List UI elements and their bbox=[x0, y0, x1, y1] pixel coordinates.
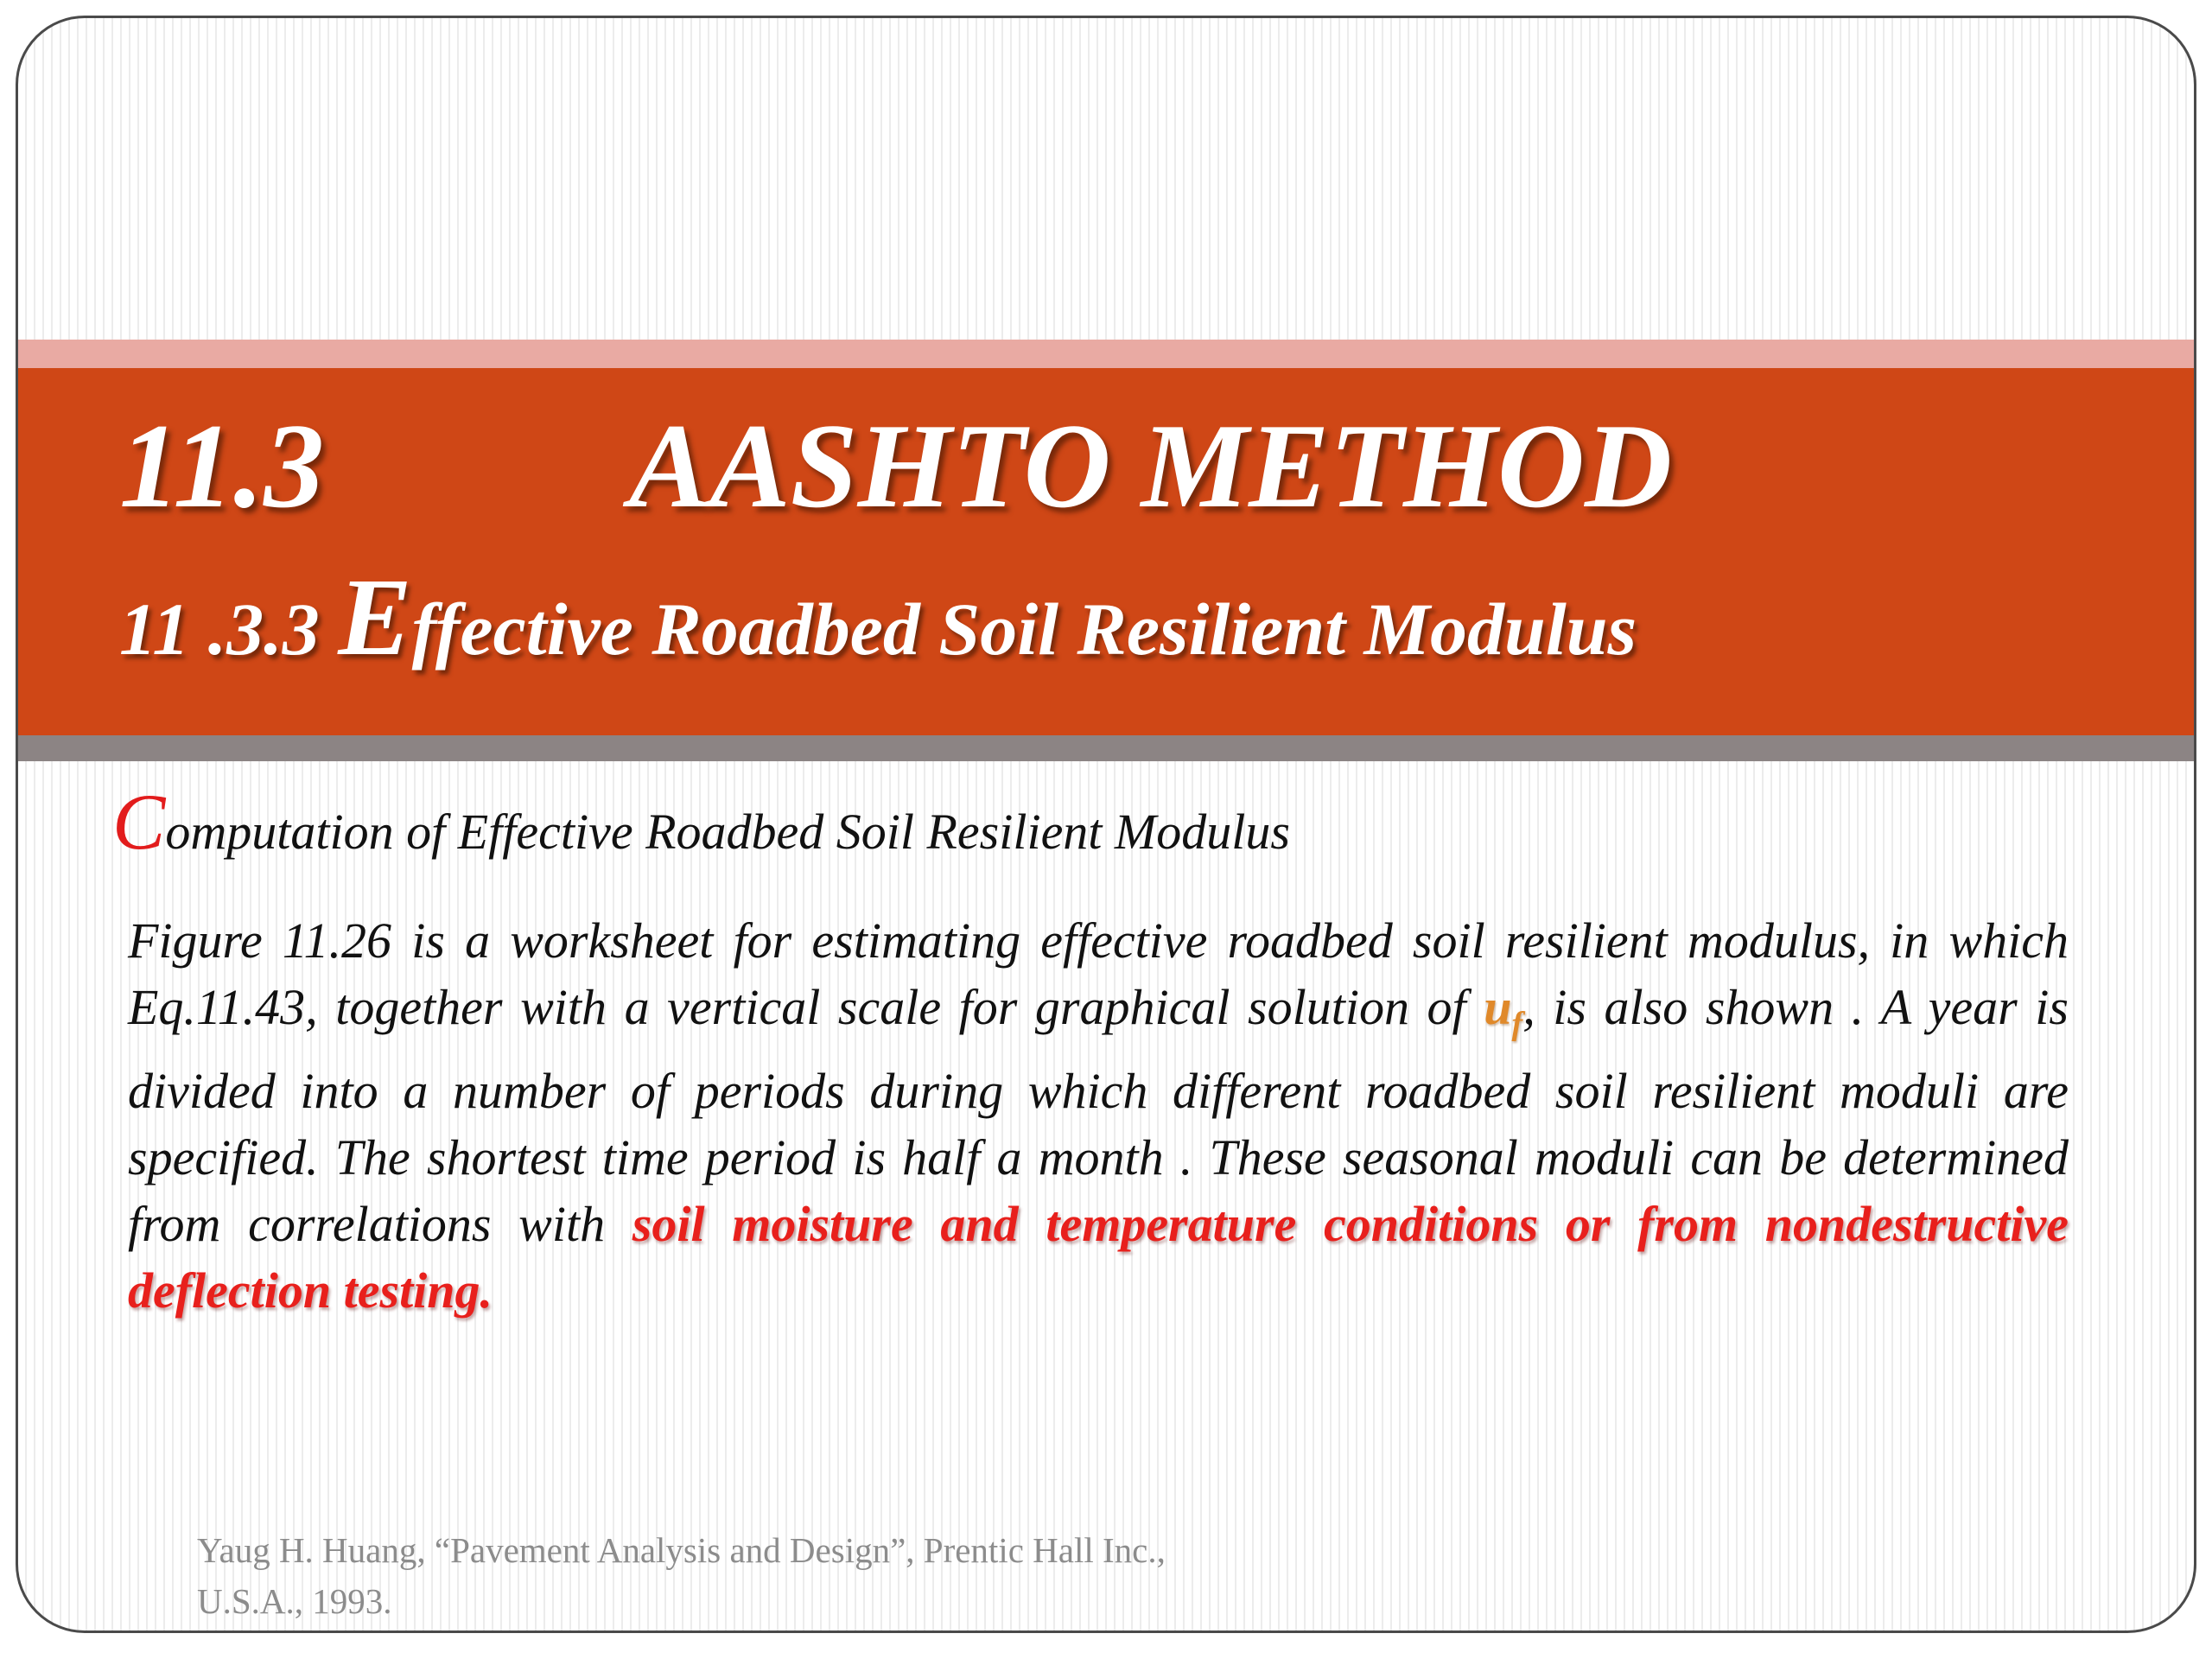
slide-subtitle bbox=[119, 556, 1637, 678]
heading-text: omputation of Effective Roadbed Soil Resilient Modulus bbox=[165, 804, 1290, 860]
highlighted-text: soil moisture and temperature conditions or from nondestructive deflection testing. bbox=[128, 1196, 2069, 1319]
method-title: AASHTO METHOD bbox=[629, 399, 1673, 533]
pink-accent-strip bbox=[18, 340, 2194, 368]
body-paragraph bbox=[128, 907, 2069, 1324]
subsection-title: ffective Roadbed Soil Resilient Modulus bbox=[411, 588, 1637, 671]
citation bbox=[197, 1525, 1166, 1627]
uf-symbol bbox=[1484, 979, 1523, 1042]
slide-title bbox=[119, 399, 1673, 533]
body-text-part2: , is also shown . A year is divided into a number of periods during which different roadbed soil resilient moduli are specified. The shortest time period is half a month . These seasonal moduli can be determined from correlations with bbox=[128, 979, 2069, 1252]
uf-symbol-subscript: f bbox=[1511, 1006, 1523, 1042]
body-text-part1: Figure 11.26 is a worksheet for estimating effective roadbed soil resilient modulus, in which Eq.11.43, together with a vertical scale for graphical solution of bbox=[128, 912, 2069, 1035]
citation-line2: U.S.A., 1993. bbox=[197, 1581, 392, 1621]
uf-symbol-base: u bbox=[1484, 979, 1512, 1035]
content-heading bbox=[112, 778, 1290, 866]
gray-accent-strip bbox=[18, 735, 2194, 761]
citation-line1: Yaug H. Huang, “Pavement Analysis and Design”, Prentic Hall Inc., bbox=[197, 1530, 1166, 1570]
subsection-initial: E bbox=[338, 556, 412, 678]
section-number: 11.3 bbox=[119, 399, 325, 533]
heading-initial: C bbox=[112, 778, 166, 866]
subsection-number: 11 .3.3 bbox=[119, 588, 320, 671]
